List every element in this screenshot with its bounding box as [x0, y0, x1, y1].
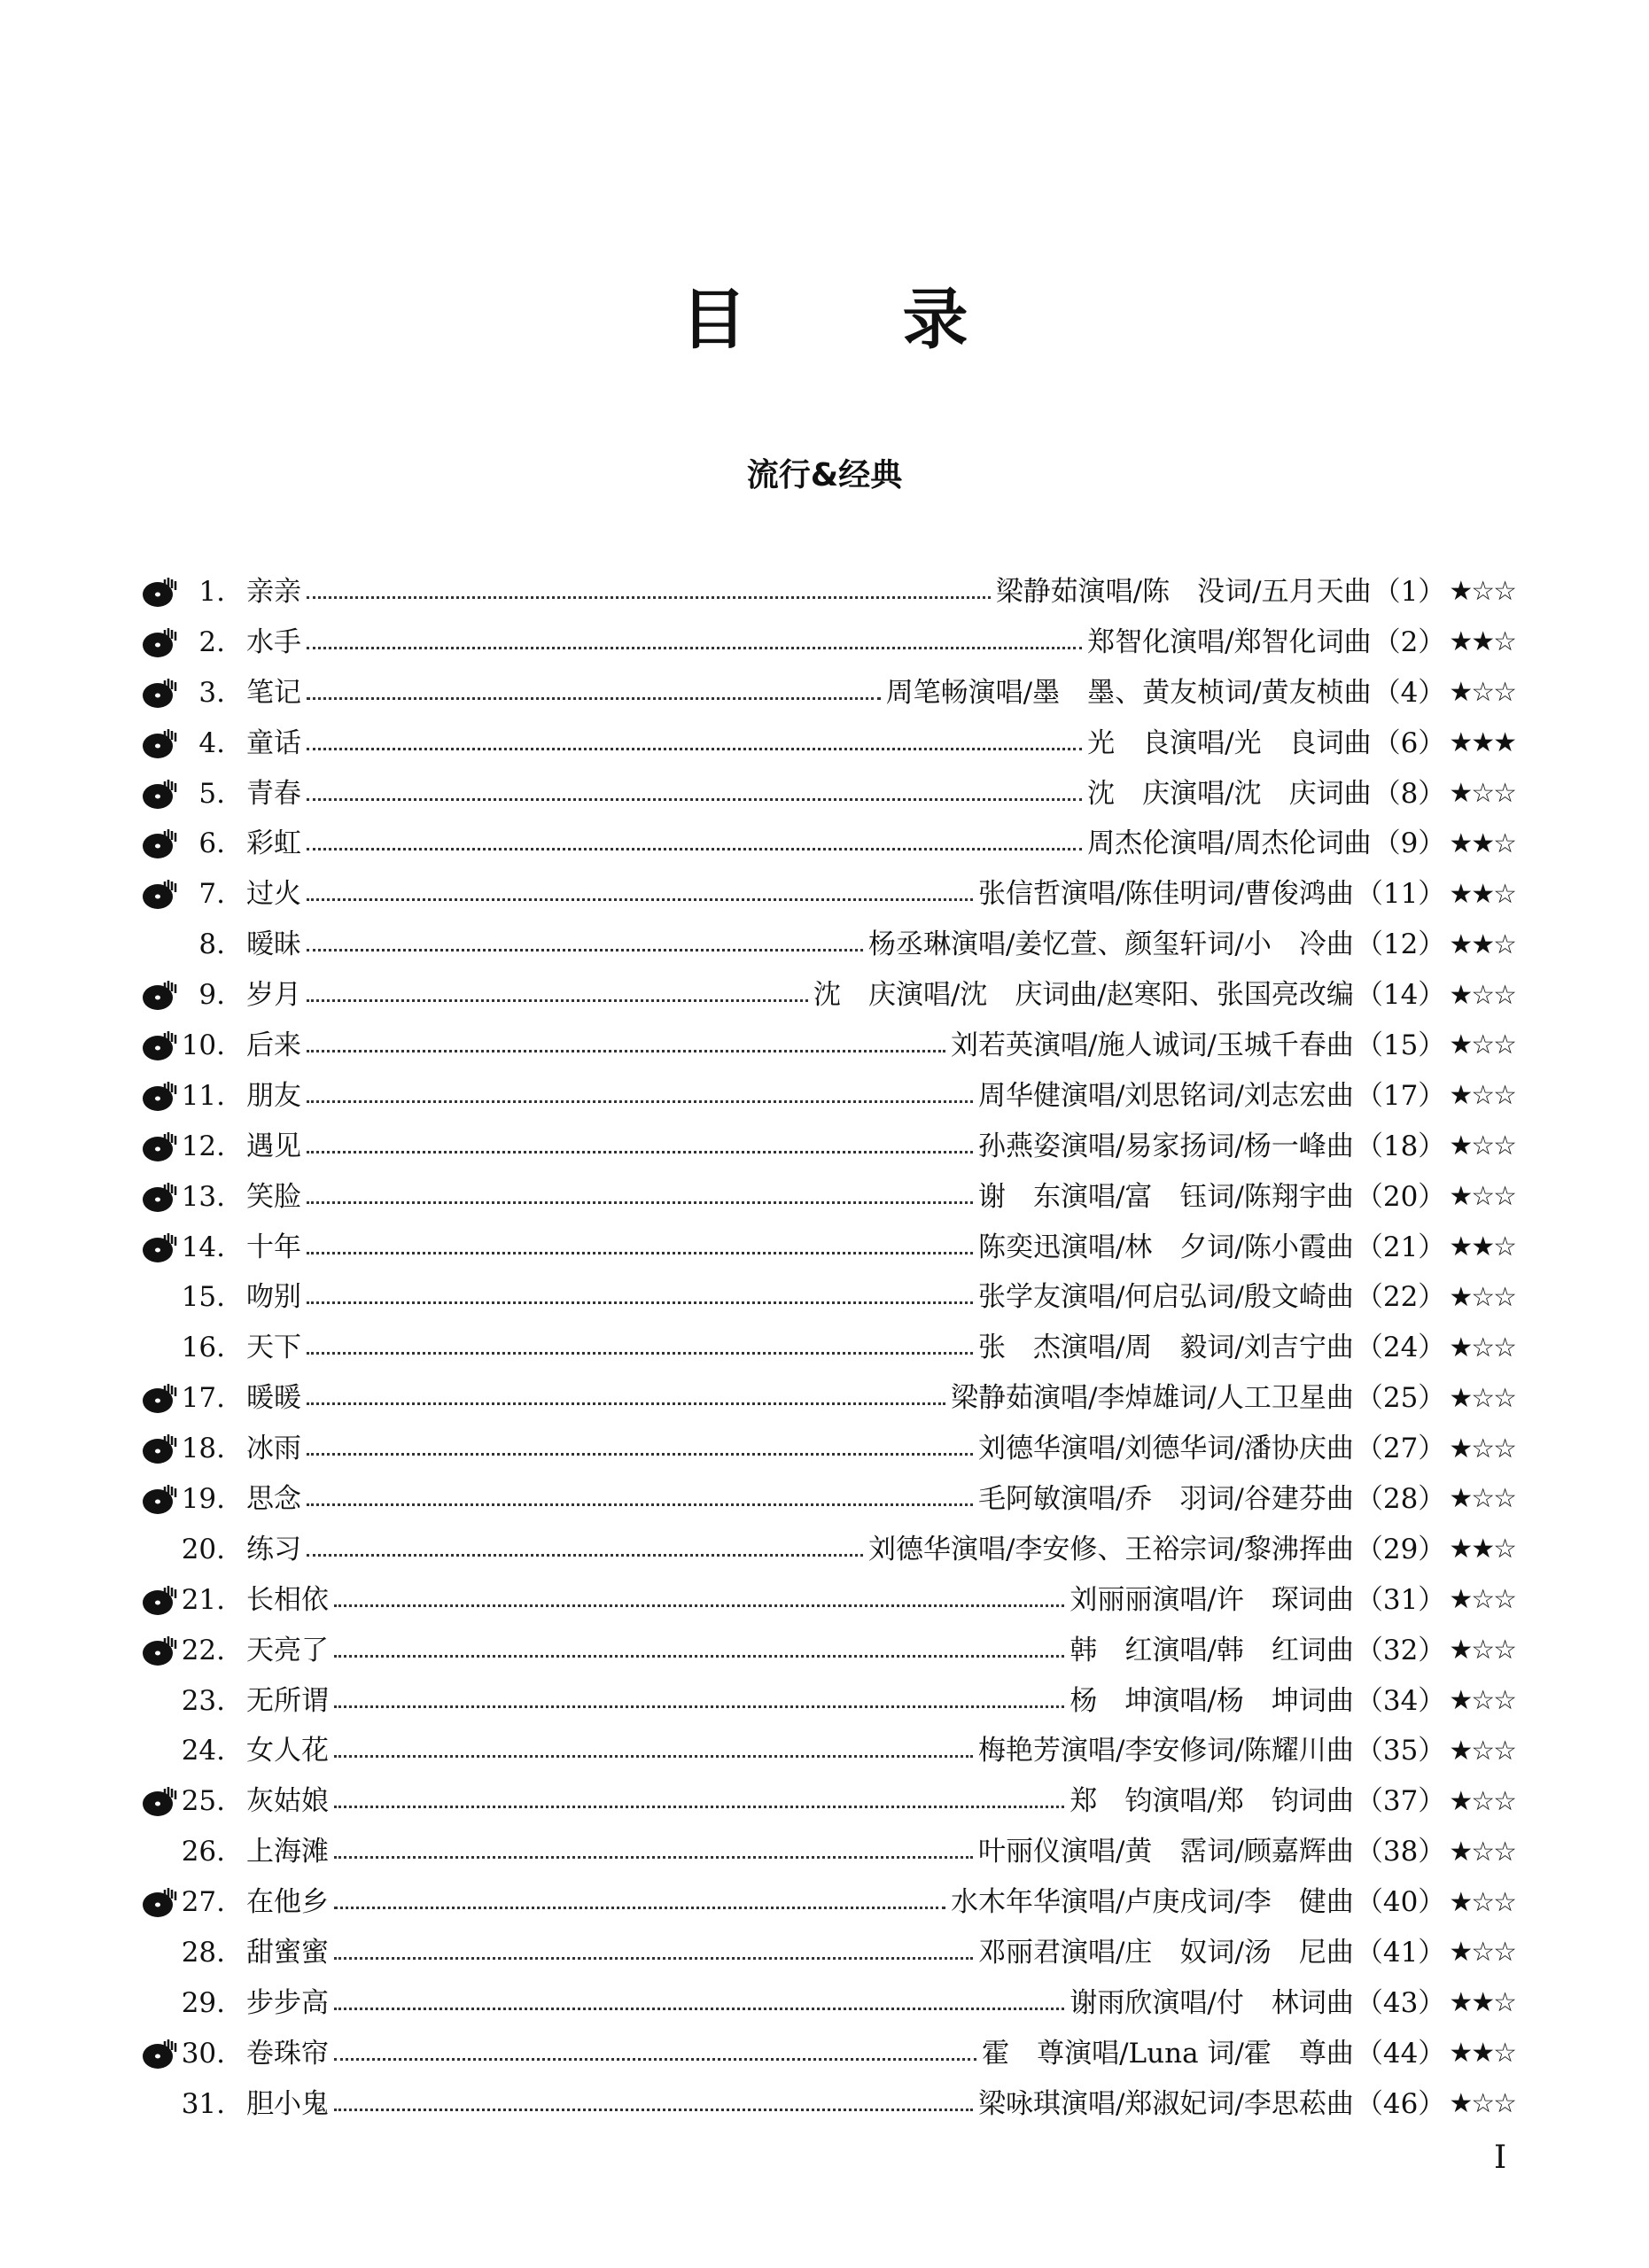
song-title: 暖暖: [246, 1382, 301, 1415]
song-title: 笔记: [246, 676, 301, 709]
entry-number: 17.: [181, 1382, 225, 1415]
toc-entry[interactable]: [142, 1021, 1515, 1071]
song-title: 十年: [246, 1231, 301, 1263]
audio-disc-icon: [142, 576, 183, 608]
song-credit: 杨丞琳演唱/姜忆萱、颜玺轩词/小 冷曲: [867, 928, 1354, 961]
entry-number: 2.: [198, 625, 225, 658]
dot-leader: [334, 1806, 1064, 1808]
toc-entry[interactable]: [142, 1424, 1515, 1474]
dot-leader: [307, 1503, 973, 1506]
dot-leader: [307, 1050, 945, 1052]
entry-number: 28.: [181, 1936, 225, 1969]
song-title: 女人花: [246, 1735, 329, 1767]
dot-leader: [307, 1151, 973, 1153]
page-ref: （29）: [1355, 1533, 1446, 1565]
song-credit: 孙燕姿演唱/易家扬词/杨一峰曲: [977, 1130, 1354, 1162]
song-title: 童话: [246, 726, 301, 759]
audio-disc-icon: [142, 1483, 183, 1515]
song-credit: 光 良演唱/光 良词曲: [1087, 726, 1372, 759]
toc-entry[interactable]: [142, 970, 1515, 1021]
toc-entry[interactable]: [142, 1272, 1515, 1323]
entry-number: 4.: [198, 726, 225, 759]
dot-leader: [307, 848, 1082, 850]
difficulty-rating: ★☆☆: [1449, 1433, 1515, 1464]
page-ref: （12）: [1355, 928, 1446, 961]
entry-number: 5.: [198, 777, 225, 810]
dot-leader: [334, 1907, 945, 1909]
song-credit: 沈 庆演唱/沈 庆词曲: [1087, 777, 1372, 810]
difficulty-rating: ★★☆: [1449, 2038, 1515, 2070]
difficulty-rating: ★☆☆: [1449, 1735, 1515, 1767]
entry-number: 22.: [181, 1634, 225, 1666]
page-ref: （9）: [1373, 827, 1446, 860]
song-credit: 叶丽仪演唱/黄 霑词/顾嘉辉曲: [977, 1836, 1354, 1868]
song-title: 过火: [246, 878, 301, 911]
toc-entry[interactable]: [142, 1827, 1515, 1877]
page-ref: （17）: [1355, 1079, 1446, 1112]
audio-disc-icon: [142, 778, 183, 810]
difficulty-rating: ★★☆: [1449, 827, 1515, 859]
song-title: 胆小鬼: [246, 2087, 329, 2120]
song-credit: 郑智化演唱/郑智化词曲: [1087, 625, 1372, 658]
audio-disc-icon: [142, 677, 183, 709]
entry-number: 29.: [181, 1986, 225, 2019]
song-title: 笑脸: [246, 1180, 301, 1213]
dot-leader: [307, 697, 881, 700]
difficulty-rating: ★☆☆: [1449, 1130, 1515, 1162]
difficulty-rating: ★☆☆: [1449, 1029, 1515, 1061]
dot-leader: [334, 1604, 1064, 1607]
page-ref: （24）: [1355, 1332, 1446, 1364]
toc-entry[interactable]: [142, 1373, 1515, 1424]
song-credit: 杨 坤演唱/杨 坤词曲: [1070, 1684, 1354, 1717]
song-title: 天下: [246, 1332, 301, 1364]
audio-disc-icon: [142, 1433, 183, 1464]
song-title: 甜蜜蜜: [246, 1936, 329, 1969]
toc-entry[interactable]: [142, 1071, 1515, 1122]
song-title: 彩虹: [246, 827, 301, 860]
song-credit: 陈奕迅演唱/林 夕词/陈小霞曲: [977, 1231, 1354, 1263]
difficulty-rating: ★☆☆: [1449, 778, 1515, 809]
audio-disc-icon: [142, 1181, 183, 1213]
dot-leader: [334, 2058, 976, 2061]
song-credit: 沈 庆演唱/沈 庆词曲/赵寒阳、张国亮改编: [813, 979, 1354, 1012]
difficulty-rating: ★☆☆: [1449, 1382, 1515, 1414]
difficulty-rating: ★★☆: [1449, 626, 1515, 658]
audio-disc-icon: [142, 626, 183, 658]
entry-number: 25.: [181, 1785, 225, 1818]
difficulty-rating: ★☆☆: [1449, 2088, 1515, 2120]
page-ref: （15）: [1355, 1029, 1446, 1061]
song-title: 无所谓: [246, 1684, 329, 1717]
song-title: 朋友: [246, 1079, 301, 1112]
dot-leader: [334, 1655, 1064, 1658]
difficulty-rating: ★☆☆: [1449, 1836, 1515, 1868]
difficulty-rating: ★☆☆: [1449, 1635, 1515, 1666]
dot-leader: [307, 898, 973, 901]
entry-number: 10.: [181, 1029, 225, 1061]
difficulty-rating: ★★☆: [1449, 1534, 1515, 1565]
difficulty-rating: ★☆☆: [1449, 1685, 1515, 1717]
toc-entry[interactable]: [142, 2079, 1515, 2130]
song-credit: 周华健演唱/刘思铭词/刘志宏曲: [977, 1079, 1354, 1112]
page-ref: （18）: [1355, 1130, 1446, 1162]
song-credit: 梁咏琪演唱/郑淑妃词/李思菘曲: [977, 2087, 1354, 2120]
toc-entry[interactable]: [142, 2029, 1515, 2079]
song-credit: 周杰伦演唱/周杰伦词曲: [1087, 827, 1372, 860]
dot-leader: [307, 1252, 973, 1254]
dot-leader: [307, 1402, 945, 1405]
page-ref: （28）: [1355, 1482, 1446, 1515]
dot-leader: [307, 1301, 973, 1304]
page-ref: （31）: [1355, 1583, 1446, 1616]
entry-number: 7.: [198, 878, 225, 911]
song-credit: 刘丽丽演唱/许 琛词曲: [1070, 1583, 1354, 1616]
dot-leader: [307, 949, 863, 951]
song-credit: 张学友演唱/何启弘词/殷文崎曲: [977, 1281, 1354, 1314]
song-title: 后来: [246, 1029, 301, 1061]
page-title: [0, 268, 1649, 361]
song-title: 思念: [246, 1482, 301, 1515]
title-char-2: 录: [902, 282, 968, 358]
title-char-1: 目: [681, 282, 747, 358]
entry-number: 9.: [198, 979, 225, 1012]
dot-leader: [307, 1352, 973, 1355]
entry-number: 23.: [181, 1684, 225, 1717]
toc-entry[interactable]: [142, 1978, 1515, 2029]
song-credit: 梅艳芳演唱/李安修词/陈耀川曲: [977, 1735, 1354, 1767]
dot-leader: [307, 798, 1082, 801]
audio-disc-icon: [142, 1231, 183, 1263]
song-title: 卷珠帘: [246, 2037, 329, 2070]
entry-number: 31.: [181, 2087, 225, 2120]
entry-number: 11.: [181, 1079, 225, 1112]
entry-number: 21.: [181, 1583, 225, 1616]
difficulty-rating: ★☆☆: [1449, 576, 1515, 608]
toc-entry[interactable]: [142, 1525, 1515, 1575]
song-credit: 梁静茹演唱/陈 没词/五月天曲: [995, 575, 1372, 608]
page-ref: （34）: [1355, 1684, 1446, 1717]
toc-entry[interactable]: [142, 1122, 1515, 1172]
toc-entry[interactable]: [142, 1877, 1515, 1928]
dot-leader: [334, 1705, 1064, 1708]
entry-number: 19.: [181, 1482, 225, 1515]
toc-entry[interactable]: [142, 869, 1515, 920]
page-ref: （4）: [1373, 676, 1446, 709]
entry-number: 20.: [181, 1533, 225, 1565]
page-ref: （21）: [1355, 1231, 1446, 1263]
toc-entry[interactable]: [142, 1323, 1515, 1373]
toc-entry[interactable]: [142, 1676, 1515, 1727]
audio-disc-icon: [142, 1785, 183, 1817]
difficulty-rating: ★☆☆: [1449, 1281, 1515, 1313]
song-credit: 刘德华演唱/李安修、王裕宗词/黎沸挥曲: [867, 1533, 1354, 1565]
song-title: 长相依: [246, 1583, 329, 1616]
page-ref: （14）: [1355, 979, 1446, 1012]
entry-number: 24.: [181, 1735, 225, 1767]
page-ref: （32）: [1355, 1634, 1446, 1666]
page-ref: （38）: [1355, 1836, 1446, 1868]
difficulty-rating: ★☆☆: [1449, 979, 1515, 1011]
song-credit: 张信哲演唱/陈佳明词/曹俊鸿曲: [977, 878, 1354, 911]
song-title: 暧昧: [246, 928, 301, 961]
page-ref: （2）: [1373, 625, 1446, 658]
entry-number: 26.: [181, 1836, 225, 1868]
song-title: 步步高: [246, 1986, 329, 2019]
song-credit: 谢雨欣演唱/付 林词曲: [1070, 1986, 1354, 2019]
page-number: I: [1494, 2140, 1507, 2176]
song-credit: 刘德华演唱/刘德华词/潘协庆曲: [977, 1433, 1354, 1465]
song-credit: 张 杰演唱/周 毅词/刘吉宁曲: [977, 1332, 1354, 1364]
audio-disc-icon: [142, 1130, 183, 1162]
entry-number: 1.: [198, 575, 225, 608]
song-title: 灰姑娘: [246, 1785, 329, 1818]
section-heading: 流行&经典: [746, 457, 903, 493]
song-credit: 刘若英演唱/施人诚词/玉城千春曲: [950, 1029, 1354, 1061]
song-credit: 周笔畅演唱/墨 墨、黄友桢词/黄友桢曲: [885, 676, 1372, 709]
dot-leader: [307, 1554, 863, 1557]
dot-leader: [307, 1201, 973, 1204]
audio-disc-icon: [142, 1029, 183, 1061]
entry-number: 8.: [198, 928, 225, 961]
entry-number: 16.: [181, 1332, 225, 1364]
entry-number: 30.: [181, 2037, 225, 2070]
toc-entry[interactable]: [142, 1928, 1515, 1978]
audio-disc-icon: [142, 1382, 183, 1414]
difficulty-rating: ★☆☆: [1449, 1332, 1515, 1363]
difficulty-rating: ★★☆: [1449, 1231, 1515, 1263]
page-ref: （1）: [1373, 575, 1446, 608]
dot-leader: [307, 999, 808, 1002]
toc-entry[interactable]: [142, 567, 1515, 617]
dot-leader: [307, 647, 1082, 649]
song-credit: 水木年华演唱/卢庚戌词/李 健曲: [950, 1886, 1354, 1919]
difficulty-rating: ★☆☆: [1449, 1785, 1515, 1817]
song-title: 练习: [246, 1533, 301, 1565]
toc-entry[interactable]: [142, 1223, 1515, 1273]
song-credit: 梁静茹演唱/李焯雄词/人工卫星曲: [950, 1382, 1354, 1415]
toc-entry[interactable]: [142, 769, 1515, 819]
entry-number: 12.: [181, 1130, 225, 1162]
entry-number: 15.: [181, 1281, 225, 1314]
difficulty-rating: ★☆☆: [1449, 1584, 1515, 1616]
song-credit: 霍 尊演唱/Luna 词/霍 尊曲: [982, 2037, 1354, 2070]
audio-disc-icon: [142, 1886, 183, 1918]
audio-disc-icon: [142, 979, 183, 1011]
difficulty-rating: ★★☆: [1449, 878, 1515, 910]
dot-leader: [334, 1755, 973, 1758]
dot-leader: [307, 1100, 973, 1103]
entry-number: 6.: [198, 827, 225, 860]
toc-entry[interactable]: [142, 1172, 1515, 1223]
entry-number: 14.: [181, 1231, 225, 1263]
toc-entry[interactable]: [142, 1626, 1515, 1676]
song-title: 青春: [246, 777, 301, 810]
song-credit: 谢 东演唱/富 钰词/陈翔宇曲: [977, 1180, 1354, 1213]
song-credit: 韩 红演唱/韩 红词曲: [1070, 1634, 1354, 1666]
dot-leader: [334, 2008, 1064, 2010]
toc-entry[interactable]: [142, 668, 1515, 718]
page-ref: （6）: [1373, 726, 1446, 759]
page-ref: （41）: [1355, 1936, 1446, 1969]
audio-disc-icon: [142, 2038, 183, 2070]
difficulty-rating: ★★☆: [1449, 1987, 1515, 2019]
audio-disc-icon: [142, 1635, 183, 1666]
audio-disc-icon: [142, 727, 183, 759]
audio-disc-icon: [142, 878, 183, 910]
toc-entry[interactable]: [142, 920, 1515, 970]
difficulty-rating: ★☆☆: [1449, 1483, 1515, 1515]
difficulty-rating: ★☆☆: [1449, 1181, 1515, 1213]
difficulty-rating: ★★★: [1449, 727, 1515, 759]
song-credit: 邓丽君演唱/庄 奴词/汤 尼曲: [977, 1936, 1354, 1969]
page-ref: （8）: [1373, 777, 1446, 810]
song-title: 遇见: [246, 1130, 301, 1162]
song-title: 亲亲: [246, 575, 301, 608]
song-title: 在他乡: [246, 1886, 329, 1919]
dot-leader: [307, 1453, 973, 1456]
page-ref: （43）: [1355, 1986, 1446, 2019]
page-ref: （22）: [1355, 1281, 1446, 1314]
page-ref: （40）: [1355, 1886, 1446, 1919]
song-title: 上海滩: [246, 1836, 329, 1868]
entry-number: 18.: [181, 1433, 225, 1465]
song-title: 水手: [246, 625, 301, 658]
page-ref: （37）: [1355, 1785, 1446, 1818]
difficulty-rating: ★☆☆: [1449, 1937, 1515, 1969]
difficulty-rating: ★☆☆: [1449, 1080, 1515, 1112]
page-ref: （11）: [1355, 878, 1446, 911]
dot-leader: [334, 1957, 973, 1960]
dot-leader: [334, 2109, 973, 2111]
toc-entry[interactable]: [142, 718, 1515, 769]
dot-leader: [307, 596, 991, 599]
entry-number: 27.: [181, 1886, 225, 1919]
toc-entry[interactable]: [142, 819, 1515, 869]
audio-disc-icon: [142, 1584, 183, 1616]
page-ref: （44）: [1355, 2037, 1446, 2070]
entry-number: 3.: [198, 676, 225, 709]
toc-entry[interactable]: [142, 617, 1515, 668]
page-ref: （27）: [1355, 1433, 1446, 1465]
song-title: 天亮了: [246, 1634, 329, 1666]
song-credit: 毛阿敏演唱/乔 羽词/谷建芬曲: [977, 1482, 1354, 1515]
difficulty-rating: ★★☆: [1449, 928, 1515, 960]
table-of-contents: [142, 567, 1515, 2130]
toc-entry[interactable]: [142, 1776, 1515, 1827]
song-title: 岁月: [246, 979, 301, 1012]
page-ref: （25）: [1355, 1382, 1446, 1415]
audio-disc-icon: [142, 1080, 183, 1112]
dot-leader: [307, 748, 1082, 750]
song-title: 吻别: [246, 1281, 301, 1314]
difficulty-rating: ★☆☆: [1449, 1886, 1515, 1918]
page-ref: （20）: [1355, 1180, 1446, 1213]
difficulty-rating: ★☆☆: [1449, 677, 1515, 709]
page-ref: （35）: [1355, 1735, 1446, 1767]
toc-entry[interactable]: [142, 1474, 1515, 1525]
dot-leader: [334, 1856, 973, 1859]
entry-number: 13.: [181, 1180, 225, 1213]
audio-disc-icon: [142, 827, 183, 859]
page-ref: （46）: [1355, 2087, 1446, 2120]
toc-entry[interactable]: [142, 1575, 1515, 1626]
toc-entry[interactable]: [142, 1726, 1515, 1776]
song-title: 冰雨: [246, 1433, 301, 1465]
song-credit: 郑 钧演唱/郑 钧词曲: [1070, 1785, 1354, 1818]
